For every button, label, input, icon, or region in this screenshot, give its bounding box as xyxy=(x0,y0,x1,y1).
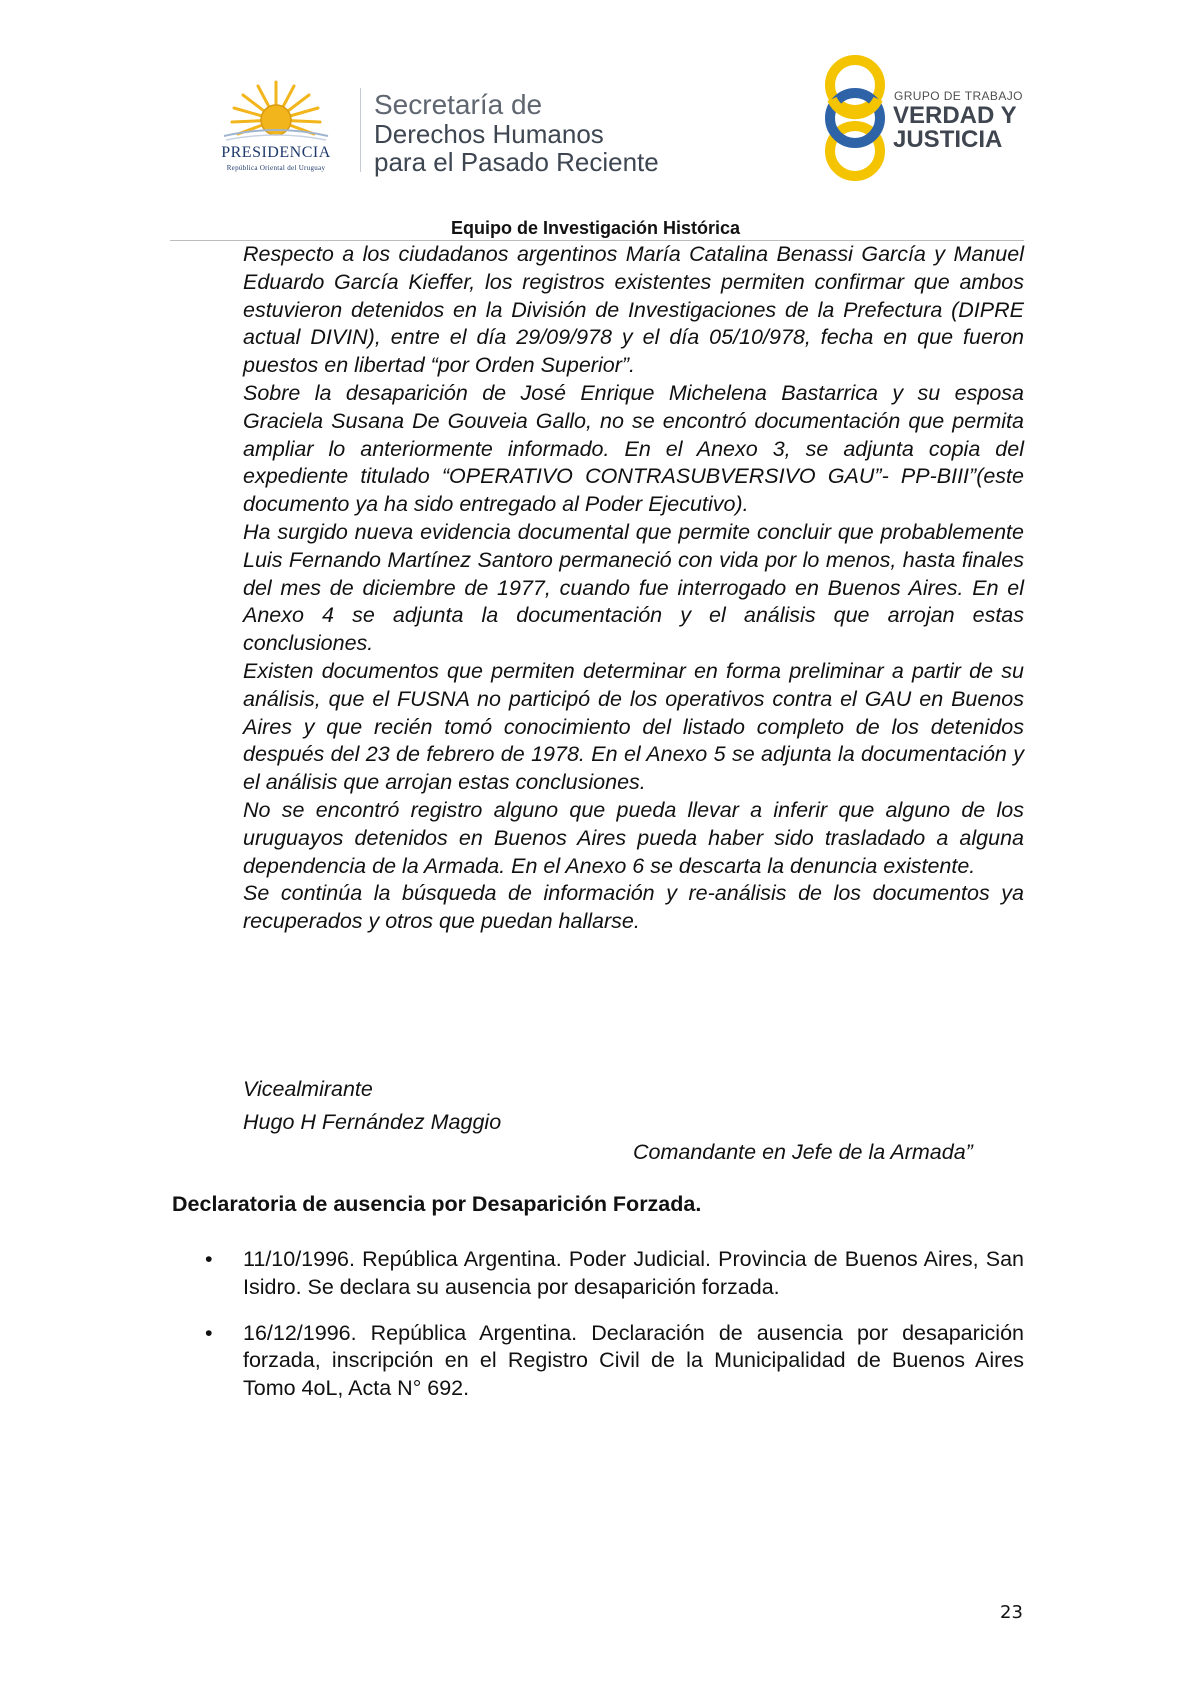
quote-paragraph: Respecto a los ciudadanos argentinos María Catalina Benassi García y Manuel Eduardo García Kieffer, los registros existentes permiten confirmar que ambos estuvieron detenidos en la División de Investigaciones de la Prefectura (DIPRE actual DIVIN), entre el día 29/09/978 y el día 05/10/978, fecha en que fueron puestos en libertad “por Orden Superior”. xyxy=(243,242,1024,378)
grupo-line-2: VERDAD Y xyxy=(893,102,1017,129)
signature-rank: Vicealmirante xyxy=(243,1077,373,1101)
grupo-line-3: JUSTICIA xyxy=(893,126,1003,153)
quote-paragraph: No se encontró registro alguno que pueda llevar a inferir que alguno de los uruguayos detenidos en Buenos Aires pueda haber sido trasladado a alguna dependencia de la Armada. En el Anexo 6 se descarta la denuncia existente. xyxy=(243,797,1024,878)
presidencia-logo xyxy=(196,80,356,180)
quote-paragraph: Sobre la desaparición de José Enrique Michelena Bastarrica y su esposa Graciela Susana De Gouveia Gallo, no se encontró documentación que permita ampliar lo anteriormente informado. En el Anexo 3, se adjunta copia del expediente titulado “OPERATIVO CONTRASUBVERSIVO GAU”- PP-BIII”(este documento ya ha sido entregado al Poder Ejecutivo). xyxy=(243,380,1024,517)
list-item xyxy=(172,1246,1024,1302)
grupo-line-1: GRUPO DE TRABAJO xyxy=(894,89,1023,103)
secretaria-logo-text xyxy=(374,90,659,176)
secretaria-line-1: Secretaría de xyxy=(374,89,543,120)
sun-emblem-icon xyxy=(196,80,356,146)
page-number: 23 xyxy=(1000,1602,1023,1623)
presidencia-label: PRESIDENCIA xyxy=(221,144,331,161)
quote-paragraph: Ha surgido nueva evidencia documental que permite concluir que probablemente Luis Fernando Martínez Santoro permaneció con vida por lo menos, hasta finales del mes de diciembre de 1977, cuando fue interrogado en Buenos Aires. En el Anexo 4 se adjunta la documentación y el análisis que arrojan estas conclusiones. xyxy=(243,519,1024,656)
secretaria-line-2: Derechos Humanos xyxy=(374,119,604,149)
header-divider xyxy=(360,88,361,172)
list-item-text: 16/12/1996. República Argentina. Declaración de ausencia por desaparición forzada, inscripción en el Registro Civil de la Municipalidad de Buenos Aires Tomo 4oL, Acta N° 692. xyxy=(243,1320,1024,1401)
grupo-verdad-justicia-logo xyxy=(820,55,1040,185)
quoted-letter xyxy=(243,241,1024,936)
quote-paragraph: Existen documentos que permiten determinar en forma preliminar a partir de su análisis, que el FUSNA no participó de los operativos contra el GAU en Buenos Aires y que recién tomó conocimiento del listado completo de los detenidos después del 23 de febrero de 1978. En el Anexo 5 se adjunta la documentación y el análisis que arrojan estas conclusiones. xyxy=(243,658,1024,795)
list-item-text: 11/10/1996. República Argentina. Poder Judicial. Provincia de Buenos Aires, San Isidro. Se declara su ausencia por desaparición forzada. xyxy=(243,1247,1024,1299)
signature-title: Comandante en Jefe de la Armada” xyxy=(633,1140,973,1164)
list-item xyxy=(172,1320,1024,1403)
section-heading: Declaratoria de ausencia por Desaparición Forzada. xyxy=(172,1192,702,1216)
quote-paragraph: Se continúa la búsqueda de información y re-análisis de los documentos ya recuperados y otros que puedan hallarse. xyxy=(243,881,1024,934)
interlocked-rings-icon xyxy=(820,55,890,181)
bullet-icon: • xyxy=(205,1247,213,1271)
signature-name: Hugo H Fernández Maggio xyxy=(243,1110,502,1134)
bullet-icon: • xyxy=(205,1320,213,1345)
declaratoria-list xyxy=(172,1246,1024,1421)
team-title: Equipo de Investigación Histórica xyxy=(450,218,741,238)
page-header xyxy=(0,0,1191,238)
secretaria-line-3: para el Pasado Reciente xyxy=(374,147,659,177)
presidencia-subtitle: República Oriental del Uruguay xyxy=(226,164,326,172)
